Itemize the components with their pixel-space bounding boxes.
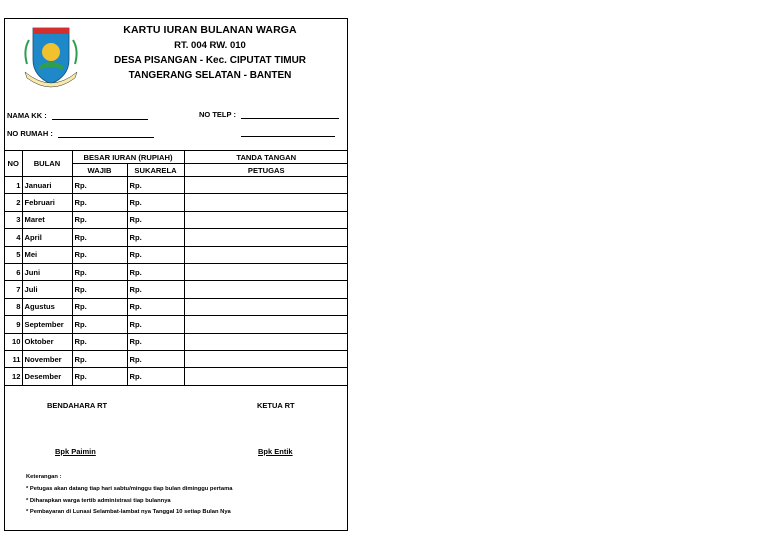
row-wajib[interactable]: Rp. [72, 177, 127, 194]
row-wajib[interactable]: Rp. [72, 316, 127, 333]
table-row [5, 211, 348, 228]
row-no: 2 [5, 194, 22, 211]
table-row [5, 263, 348, 280]
row-tanda-tangan[interactable] [184, 177, 348, 194]
bendahara-title: BENDAHARA RT [47, 401, 108, 410]
bendahara-name: Bpk Paimin [55, 447, 96, 456]
table-row [5, 281, 348, 298]
no-rumah-label: NO RUMAH : [7, 129, 53, 138]
row-no: 6 [5, 263, 22, 280]
row-no: 11 [5, 350, 22, 367]
row-no: 5 [5, 246, 22, 263]
row-no: 4 [5, 229, 22, 246]
keterangan-notes [26, 472, 232, 519]
no-rumah-field [7, 129, 154, 138]
no-telp-line-2[interactable] [241, 128, 335, 137]
row-bulan: September [22, 316, 72, 333]
rt-rw-label: RT. 004 RW. 010 [174, 40, 246, 51]
row-sukarela[interactable]: Rp. [127, 177, 184, 194]
row-wajib[interactable]: Rp. [72, 368, 127, 385]
row-wajib[interactable]: Rp. [72, 229, 127, 246]
row-bulan: Agustus [22, 298, 72, 315]
kota-tangerang-selatan-logo [19, 24, 83, 90]
col-sukarela-header: SUKARELA [127, 164, 184, 177]
table-row [5, 194, 348, 211]
nama-kk-line[interactable] [52, 111, 148, 120]
row-wajib[interactable]: Rp. [72, 211, 127, 228]
note-item: * Petugas akan datang tiap hari sabtu/minggu tiap bulan diminggu pertama [26, 485, 233, 492]
row-tanda-tangan[interactable] [184, 229, 348, 246]
row-sukarela[interactable]: Rp. [127, 246, 184, 263]
row-tanda-tangan[interactable] [184, 211, 348, 228]
table-row [5, 177, 348, 194]
row-tanda-tangan[interactable] [184, 298, 348, 315]
row-bulan: Oktober [22, 333, 72, 350]
col-no-header: NO [5, 151, 22, 177]
ketua-name: Bpk Entik [258, 447, 293, 456]
col-iuran-header: BESAR IURAN (RUPIAH) [72, 151, 184, 164]
col-tanda-header: TANDA TANGAN [184, 151, 348, 164]
no-telp-label: NO TELP : [199, 110, 236, 119]
row-tanda-tangan[interactable] [184, 368, 348, 385]
row-bulan: Juni [22, 263, 72, 280]
table-row [5, 368, 348, 385]
row-wajib[interactable]: Rp. [72, 194, 127, 211]
kota-label: TANGERANG SELATAN - BANTEN [128, 70, 292, 81]
row-bulan: April [22, 229, 72, 246]
note-item: * Pembayaran di Lunasi Selambat-lambat nya Tanggal 10 setiap Bulan Nya [26, 509, 231, 516]
row-no: 1 [5, 177, 22, 194]
no-telp-field [199, 110, 339, 119]
row-no: 3 [5, 211, 22, 228]
row-sukarela[interactable]: Rp. [127, 350, 184, 367]
row-sukarela[interactable]: Rp. [127, 281, 184, 298]
table-row [5, 333, 348, 350]
row-wajib[interactable]: Rp. [72, 263, 127, 280]
row-sukarela[interactable]: Rp. [127, 316, 184, 333]
row-bulan: Maret [22, 211, 72, 228]
nama-kk-label: NAMA KK : [7, 111, 47, 120]
row-sukarela[interactable]: Rp. [127, 211, 184, 228]
no-rumah-line[interactable] [58, 129, 154, 138]
row-bulan: Februari [22, 194, 72, 211]
iuran-table [5, 150, 348, 386]
table-row [5, 229, 348, 246]
card-title: KARTU IURAN BULANAN WARGA [123, 24, 297, 36]
row-bulan: Desember [22, 368, 72, 385]
row-sukarela[interactable]: Rp. [127, 229, 184, 246]
ketua-title: KETUA RT [257, 401, 295, 410]
notes-heading: Keterangan : [26, 474, 62, 480]
row-no: 9 [5, 316, 22, 333]
row-wajib[interactable]: Rp. [72, 246, 127, 263]
no-telp-line[interactable] [241, 110, 339, 119]
table-row [5, 298, 348, 315]
row-bulan: November [22, 350, 72, 367]
row-wajib[interactable]: Rp. [72, 281, 127, 298]
row-tanda-tangan[interactable] [184, 246, 348, 263]
col-petugas-header: PETUGAS [184, 164, 348, 177]
row-wajib[interactable]: Rp. [72, 350, 127, 367]
row-bulan: Januari [22, 177, 72, 194]
card-header [85, 23, 335, 83]
row-sukarela[interactable]: Rp. [127, 194, 184, 211]
table-row [5, 246, 348, 263]
row-tanda-tangan[interactable] [184, 194, 348, 211]
row-wajib[interactable]: Rp. [72, 333, 127, 350]
row-bulan: Mei [22, 246, 72, 263]
row-sukarela[interactable]: Rp. [127, 333, 184, 350]
row-tanda-tangan[interactable] [184, 333, 348, 350]
row-tanda-tangan[interactable] [184, 316, 348, 333]
row-sukarela[interactable]: Rp. [127, 368, 184, 385]
row-wajib[interactable]: Rp. [72, 298, 127, 315]
row-no: 7 [5, 281, 22, 298]
table-row [5, 316, 348, 333]
row-sukarela[interactable]: Rp. [127, 263, 184, 280]
row-bulan: Juli [22, 281, 72, 298]
kartu-iuran-card [4, 18, 348, 531]
table-row [5, 350, 348, 367]
row-tanda-tangan[interactable] [184, 350, 348, 367]
row-sukarela[interactable]: Rp. [127, 298, 184, 315]
row-tanda-tangan[interactable] [184, 263, 348, 280]
row-tanda-tangan[interactable] [184, 281, 348, 298]
row-no: 10 [5, 333, 22, 350]
col-bulan-header: BULAN [22, 151, 72, 177]
col-wajib-header: WAJIB [72, 164, 127, 177]
desa-label: DESA PISANGAN - Kec. CIPUTAT TIMUR [113, 55, 307, 66]
no-telp-line-2-field [241, 128, 335, 137]
row-no: 8 [5, 298, 22, 315]
row-no: 12 [5, 368, 22, 385]
note-item: * Diharapkan warga tertib administrasi tiap bulannya [26, 497, 171, 504]
nama-kk-field [7, 111, 148, 120]
